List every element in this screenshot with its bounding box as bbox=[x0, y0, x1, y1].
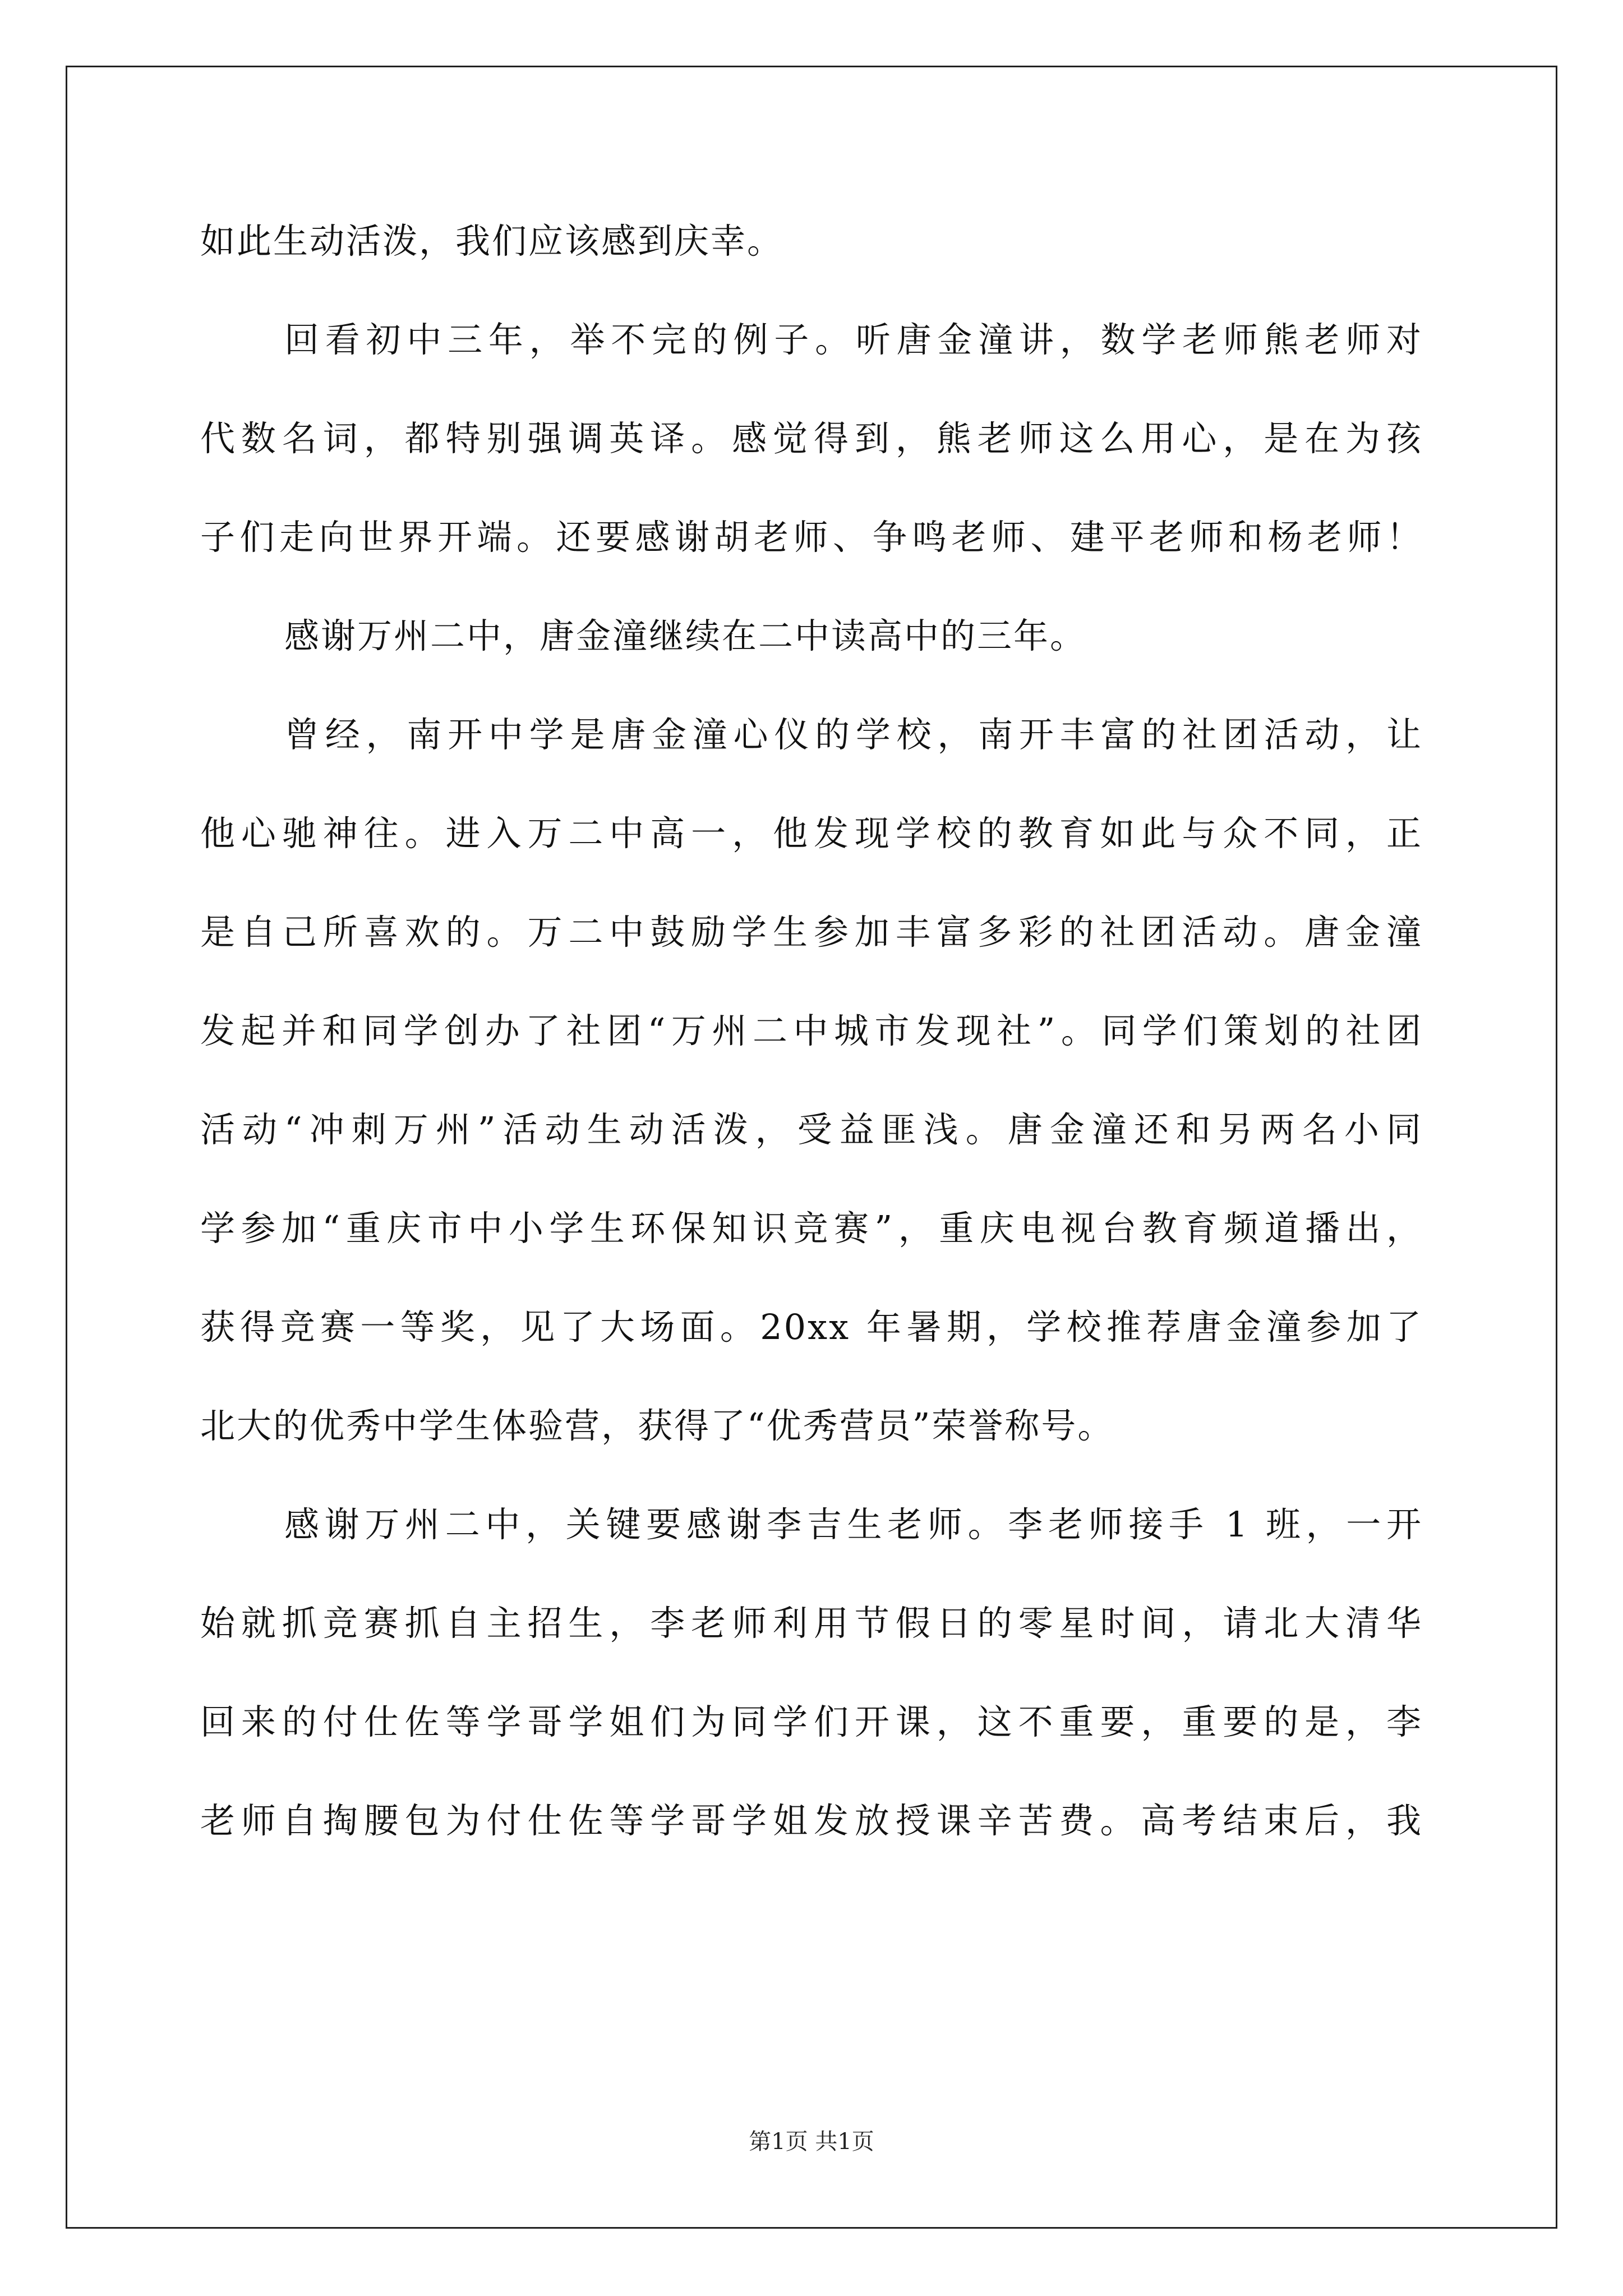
text-line: 老师自掏腰包为付仕佐等学哥学姐发放授课辛苦费。高考结束后，我 bbox=[200, 1800, 1423, 1841]
text-line: 子们走向世界开端。还要感谢胡老师、争鸣老师、建平老师和杨老师！ bbox=[200, 517, 1423, 558]
text-line: 获得竞赛一等奖，见了大场面。20xx 年暑期，学校推荐唐金潼参加了 bbox=[200, 1306, 1423, 1347]
text-line: 是自己所喜欢的。万二中鼓励学生参加丰富多彩的社团活动。唐金潼 bbox=[200, 912, 1423, 953]
text-line: 北大的优秀中学生体验营，获得了“优秀营员”荣誉称号。 bbox=[200, 1405, 1114, 1446]
page-footer: 第1页 共1页 bbox=[749, 2129, 874, 2155]
paragraph-first-line: 感谢万州二中，关键要感谢李吉生老师。李老师接手 1 班，一开 bbox=[284, 1504, 1423, 1545]
text-line: 学参加“重庆市中小学生环保知识竞赛”，重庆电视台教育频道播出， bbox=[200, 1208, 1423, 1249]
paragraph-first-line: 曾经，南开中学是唐金潼心仪的学校，南开丰富的社团活动，让 bbox=[284, 714, 1423, 755]
text-line: 始就抓竞赛抓自主招生，李老师利用节假日的零星时间，请北大清华 bbox=[200, 1603, 1423, 1644]
text-line: 活动“冲刺万州”活动生动活泼，受益匪浅。唐金潼还和另两名小同 bbox=[200, 1109, 1423, 1150]
text-line: 回来的付仕佐等学哥学姐们为同学们开课，这不重要，重要的是，李 bbox=[200, 1701, 1423, 1742]
text-line: 发起并和同学创办了社团“万州二中城市发现社”。同学们策划的社团 bbox=[200, 1010, 1423, 1051]
paragraph-first-line: 感谢万州二中，唐金潼继续在二中读高中的三年。 bbox=[284, 615, 1087, 656]
text-line: 他心驰神往。进入万二中高一，他发现学校的教育如此与众不同，正 bbox=[200, 813, 1423, 854]
text-line: 如此生动活泼，我们应该感到庆幸。 bbox=[200, 220, 784, 261]
text-line: 代数名词，都特别强调英译。感觉得到，熊老师这么用心，是在为孩 bbox=[200, 418, 1423, 459]
paragraph-first-line: 回看初中三年，举不完的例子。听唐金潼讲，数学老师熊老师对 bbox=[284, 319, 1423, 360]
